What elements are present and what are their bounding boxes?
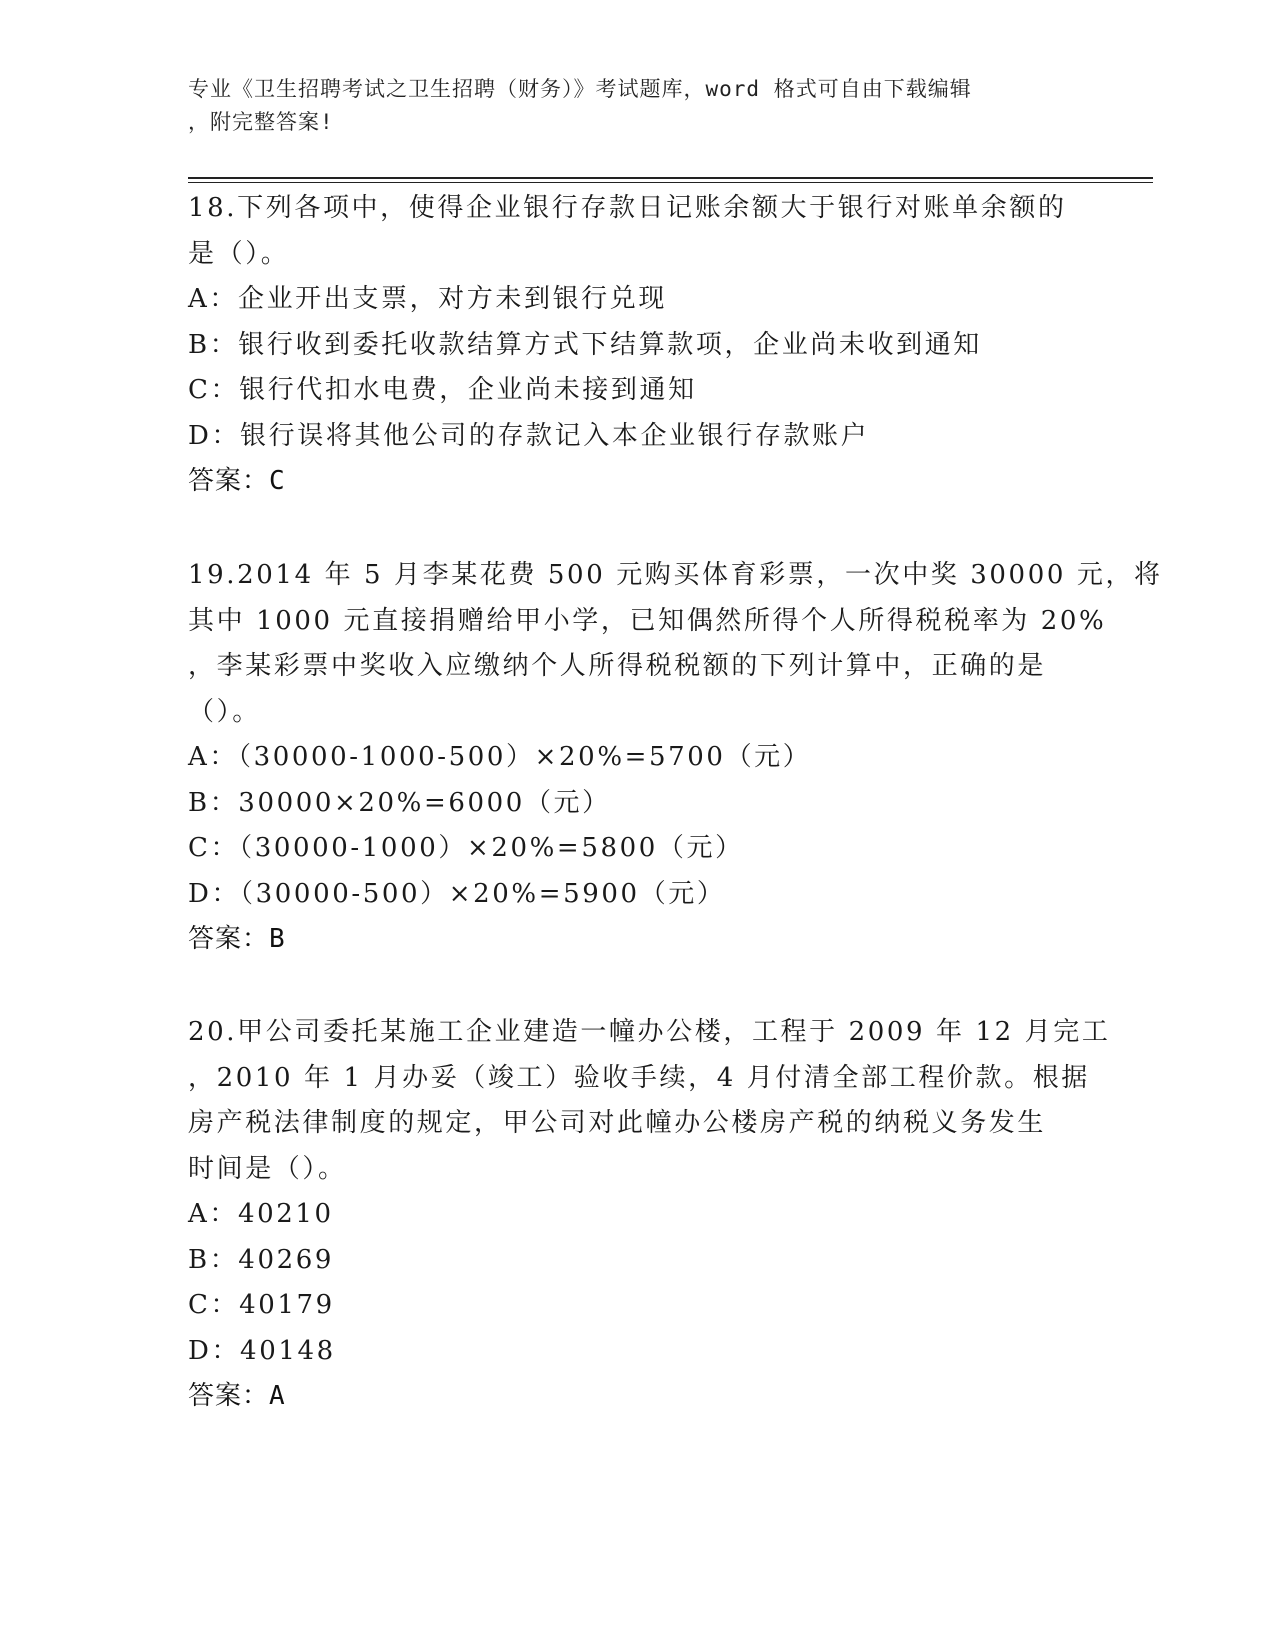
question-stem-line: 房产税法律制度的规定，甲公司对此幢办公楼房产税的纳税义务发生 bbox=[188, 1108, 1047, 1138]
answer-label: 答案： bbox=[188, 1381, 270, 1411]
question-18 bbox=[188, 186, 1088, 505]
answer-value: B bbox=[269, 924, 286, 954]
option-d: D：银行误将其他公司的存款记入本企业银行存款账户 bbox=[188, 420, 870, 451]
option-c: C：40179 bbox=[188, 1290, 335, 1320]
header-line-1: 专业《卫生招聘考试之卫生招聘（财务）》考试题库，word 格式可自由下载编辑 bbox=[188, 77, 972, 101]
document-header bbox=[188, 73, 1078, 139]
header-line-2: ，附完整答案! bbox=[188, 110, 334, 134]
header-divider-thick bbox=[188, 177, 1153, 179]
option-a: A：40210 bbox=[188, 1199, 334, 1229]
answer-label: 答案： bbox=[188, 924, 270, 954]
answer-label: 答案： bbox=[188, 466, 270, 496]
question-stem-line: 时间是（）。 bbox=[188, 1153, 347, 1184]
question-stem-line: 18.下列各项中，使得企业银行存款日记账余额大于银行对账单余额的 bbox=[188, 193, 1067, 223]
answer-line bbox=[188, 1374, 1088, 1420]
option-a: A：（30000-1000-500）×20%=5700（元） bbox=[188, 742, 812, 772]
option-a: A：企业开出支票，对方未到银行兑现 bbox=[188, 284, 667, 314]
answer-line bbox=[188, 917, 1088, 963]
answer-value: C bbox=[269, 466, 286, 496]
question-stem-line: ，2010 年 1 月办妥（竣工）验收手续，4 月付清全部工程价款。根据 bbox=[188, 1062, 1090, 1093]
answer-value: A bbox=[269, 1381, 286, 1411]
option-b: B：30000×20%=6000（元） bbox=[188, 787, 611, 818]
option-d: D：40148 bbox=[188, 1335, 336, 1366]
answer-line bbox=[188, 459, 1088, 505]
question-20 bbox=[188, 1010, 1111, 1420]
header-divider-thin bbox=[188, 182, 1153, 183]
question-stem-line: 其中 1000 元直接捐赠给甲小学，已知偶然所得个人所得税税率为 20% bbox=[188, 605, 1107, 636]
question-stem-line: 19.2014 年 5 月李某花费 500 元购买体育彩票，一次中奖 30000 元，将 bbox=[188, 560, 1163, 590]
question-stem-line: 是（）。 bbox=[188, 238, 290, 269]
question-stem-line: ，李某彩票中奖收入应缴纳个人所得税税额的下列计算中，正确的是 bbox=[188, 651, 1047, 681]
question-stem-line: （）。 bbox=[188, 696, 261, 727]
option-b: B：银行收到委托收款结算方式下结算款项，企业尚未收到通知 bbox=[188, 329, 982, 360]
option-d: D：（30000-500）×20%=5900（元） bbox=[188, 878, 726, 909]
option-b: B：40269 bbox=[188, 1244, 335, 1275]
question-19 bbox=[188, 553, 1163, 963]
question-stem-line: 20.甲公司委托某施工企业建造一幢办公楼，工程于 2009 年 12 月完工 bbox=[188, 1017, 1111, 1047]
option-c: C：（30000-1000）×20%=5800（元） bbox=[188, 833, 744, 863]
option-c: C：银行代扣水电费，企业尚未接到通知 bbox=[188, 375, 697, 405]
